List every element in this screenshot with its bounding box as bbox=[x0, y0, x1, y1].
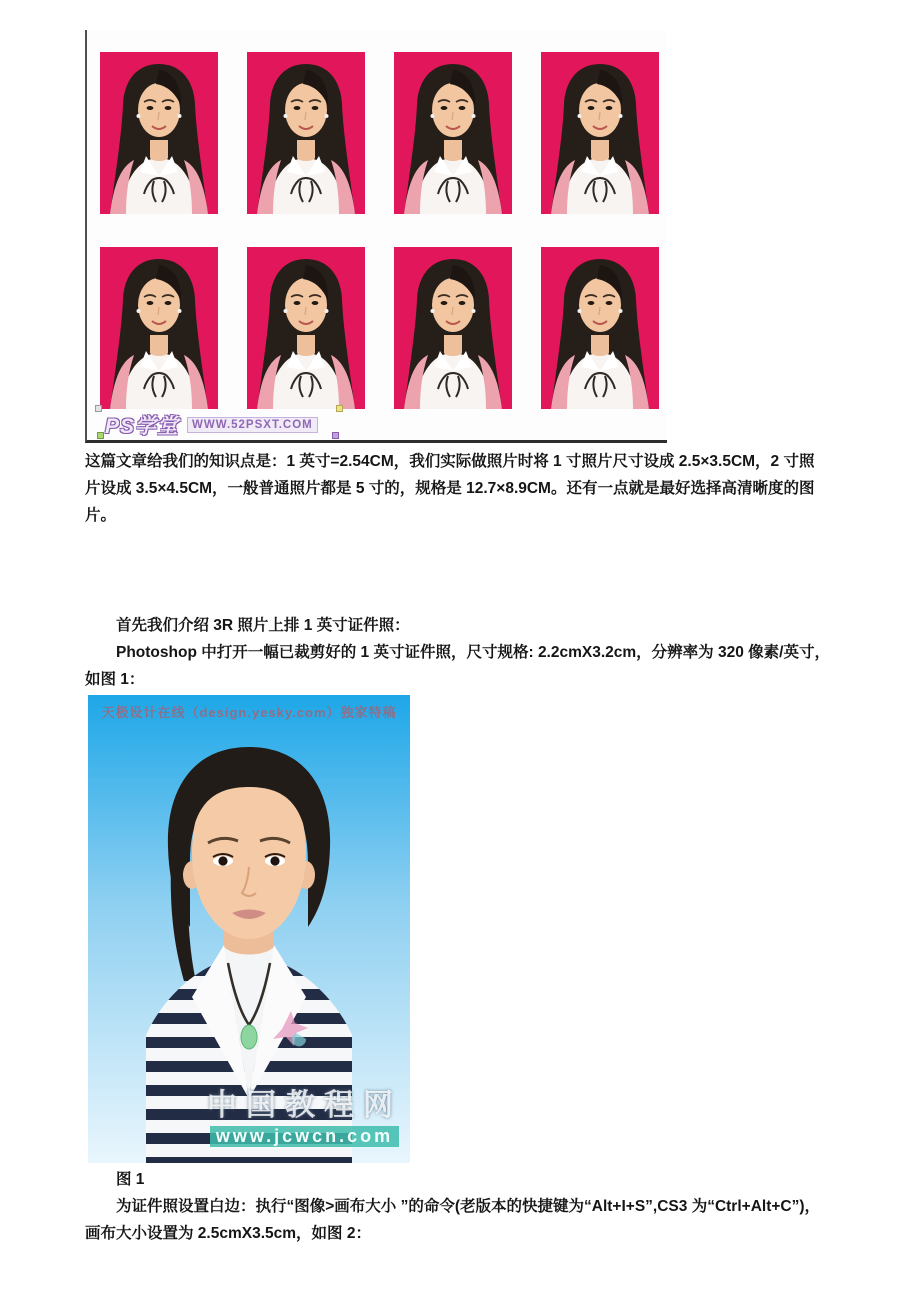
sheet-watermark bbox=[95, 405, 343, 439]
id-photo bbox=[100, 52, 218, 214]
selection-handle-icon bbox=[97, 432, 104, 439]
id-photo bbox=[100, 247, 218, 409]
id-photo-sheet-image bbox=[85, 30, 667, 443]
text-line: 片设成 3.5×4.5CM，一般普通照片都是 5 寸的，规格是 12.7×8.9CM。还有一点就是最好选择高清晰度的图 bbox=[85, 480, 815, 497]
selection-handle-icon bbox=[336, 405, 343, 412]
text-line: 首先我们介绍 3R 照片上排 1 英寸证件照： bbox=[116, 617, 410, 634]
figure1-top-watermark: 天极设计在线（design.yesky.com）独家特稿 bbox=[101, 705, 397, 720]
figure1-brand-watermark bbox=[207, 1080, 402, 1147]
selection-handle-icon bbox=[332, 432, 339, 439]
paragraph-canvas bbox=[85, 1166, 820, 1247]
selection-handle-icon bbox=[95, 405, 102, 412]
id-photo bbox=[247, 247, 365, 409]
watermark-brand: PS学堂 bbox=[105, 415, 180, 438]
id-photo bbox=[247, 52, 365, 214]
id-photo bbox=[394, 247, 512, 409]
text-line: 如图 1： bbox=[85, 671, 145, 688]
paragraph-knowledge bbox=[85, 448, 814, 529]
text-line: 为证件照设置白边：执行“图像>画布大小 ”的命令(老版本的快捷键为“Alt+I+S”,CS3 为“Ctrl+Alt+C”)， bbox=[116, 1198, 821, 1215]
id-photo bbox=[541, 52, 659, 214]
text-line: 片。 bbox=[85, 507, 117, 524]
id-photo bbox=[541, 247, 659, 409]
text-line: Photoshop 中打开一幅已裁剪好的 1 英寸证件照，尺寸规格: 2.2cmX3.2cm，分辨率为 320 像素/英寸， bbox=[116, 644, 830, 661]
text-line: 这篇文章给我们的知识点是：1 英寸=2.54CM，我们实际做照片时将 1 寸照片尺寸设成 2.5×3.5CM，2 寸照 bbox=[85, 453, 815, 470]
figure1-id-photo-image bbox=[88, 695, 410, 1163]
text-line: 画布大小设置为 2.5cmX3.5cm，如图 2： bbox=[85, 1225, 371, 1242]
figure1-caption: 图 1 bbox=[116, 1171, 145, 1188]
brand-name: 中国教程网 bbox=[207, 1089, 402, 1122]
paragraph-intro bbox=[85, 612, 830, 693]
id-photo-grid bbox=[100, 52, 659, 409]
brand-site: www.jcwcn.com bbox=[210, 1126, 399, 1147]
watermark-site: WWW.52PSXT.COM bbox=[187, 417, 318, 433]
id-photo bbox=[394, 52, 512, 214]
